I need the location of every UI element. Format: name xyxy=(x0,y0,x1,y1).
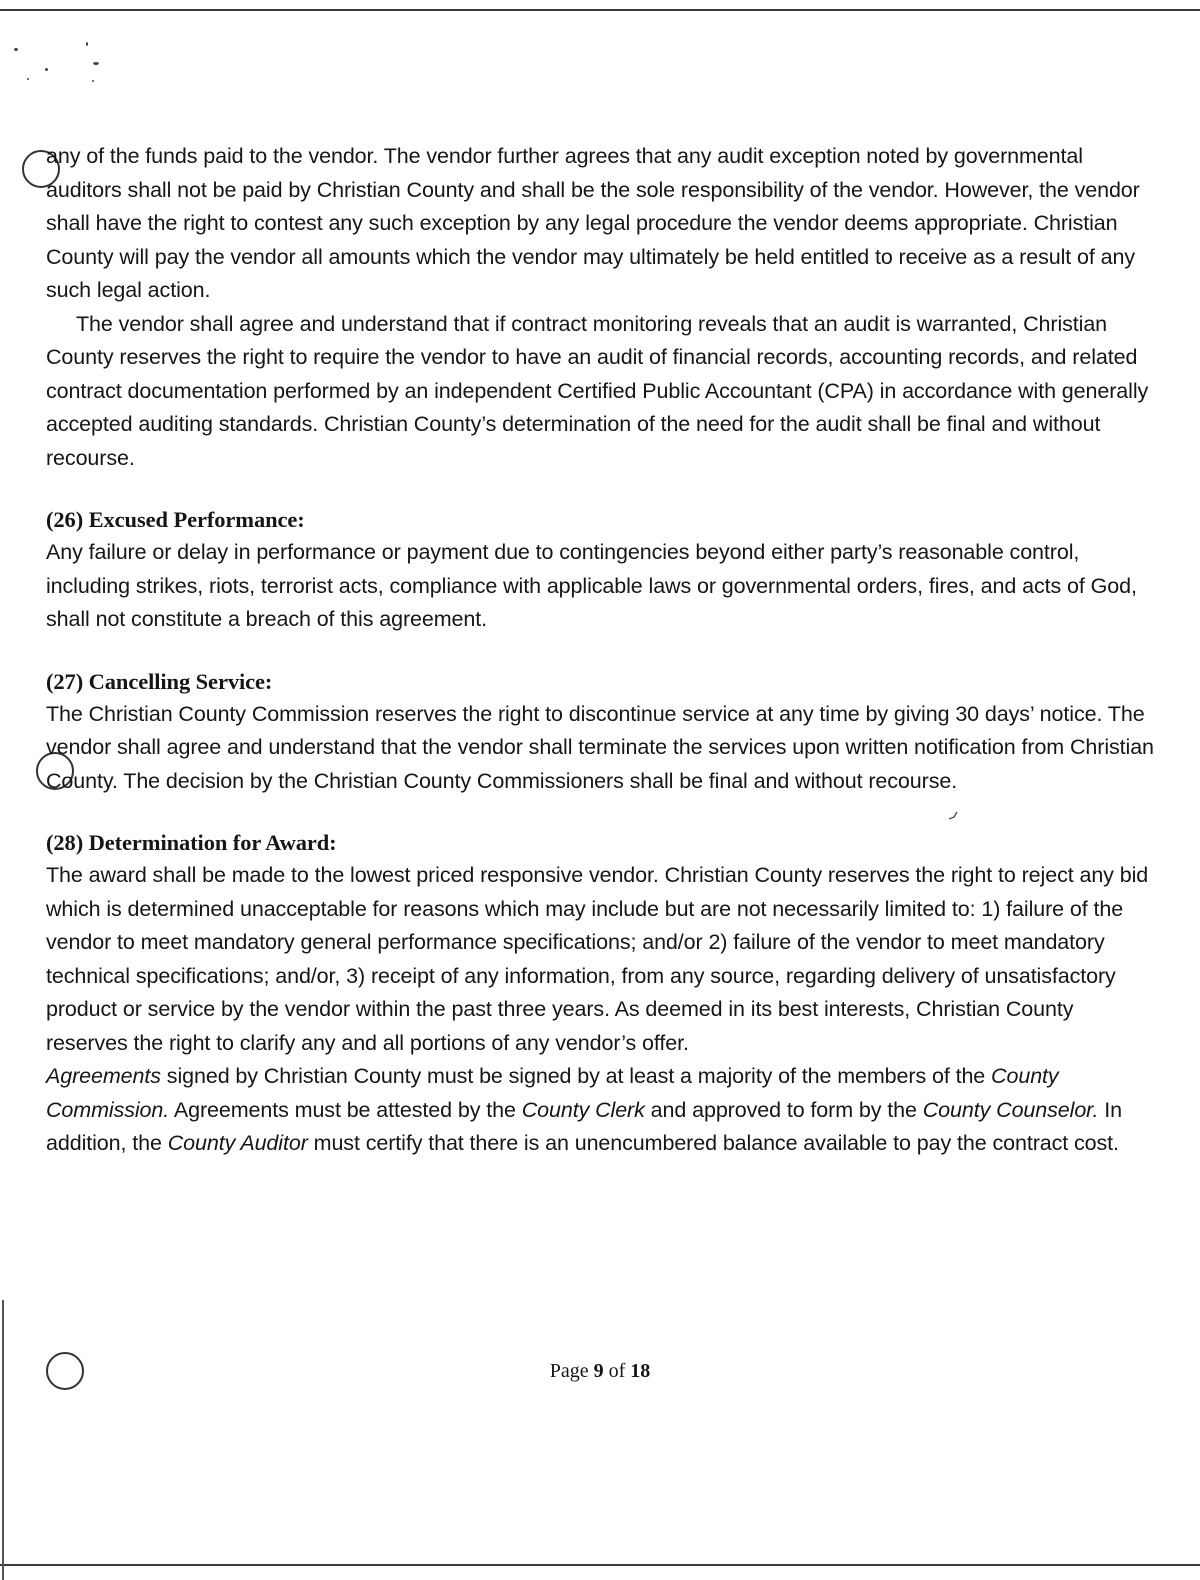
agreements-term: Agreements xyxy=(46,1064,161,1088)
section-heading: (26) Excused Performance: xyxy=(46,507,305,532)
agreements-text: In addition, the xyxy=(46,1097,1122,1155)
county-commission-term: County Commission. xyxy=(46,1064,1059,1122)
agreements-text: and approved to form by the xyxy=(644,1097,923,1122)
county-auditor-term: County Auditor xyxy=(167,1131,308,1155)
intro-paragraph-1: any of the funds paid to the vendor. The vendor further agrees that any audit exception noted by governmental auditors shall not be paid by Christian County and shall be the sole responsibility of the vendor. However, the vendor shall have the right to contest any such exception by any legal procedure the vendor deems appropriate. Christian County will pay the vendor all amounts which the vendor may ultimately be held entitled to receive as a result of any such legal action. xyxy=(46,144,1140,302)
document-body xyxy=(46,140,1156,1161)
bottom-border-line xyxy=(0,1564,1200,1566)
of-word: of xyxy=(608,1360,626,1382)
county-counselor-term: County Counselor. xyxy=(922,1097,1099,1122)
agreements-text: Agreements must be attested by the xyxy=(169,1097,522,1122)
agreements-paragraph xyxy=(46,1060,1156,1161)
section-body: The Christian County Commission reserves the right to discontinue service at any time by giving 30 days’ notice. The vendor shall agree and understand that the vendor shall terminate the services upon written notification from Christian County. The decision by the Christian County Commissioners shall be final and without recourse. xyxy=(46,701,1154,793)
agreements-text: must certify that there is an unencumbered balance available to pay the contract cost. xyxy=(307,1131,1119,1155)
top-border-line xyxy=(0,9,1200,11)
section-heading: (28) Determination for Award: xyxy=(46,830,337,855)
scan-edge-line xyxy=(2,1300,4,1580)
page-current: 9 xyxy=(593,1360,604,1382)
county-clerk-term: County Clerk xyxy=(521,1097,645,1122)
section-body: The award shall be made to the lowest priced responsive vendor. Christian County reserves the right to reject any bid which is determined unacceptable for reasons which may include but are not necessarily limited to: 1) failure of the vendor to meet mandatory general performance specifications; and/or 2) failure of the vendor to meet mandatory technical specifications; and/or, 3) receipt of any information, from any source, regarding delivery of unsatisfactory product or service by the vendor within the past three years. As deemed in its best interests, Christian County reserves the right to clarify any and all portions of any vendor’s offer. xyxy=(46,863,1149,1055)
section-heading: (27) Cancelling Service: xyxy=(46,668,273,694)
agreements-text: signed by Christian County must be signed by at least a majority of the members of the xyxy=(160,1064,992,1088)
page-word: Page xyxy=(549,1360,589,1382)
intro-paragraph-2: The vendor shall agree and understand that if contract monitoring reveals that an audit is warranted, Christian County reserves the right to require the vendor to have an audit of financial records, accounting records, and related contract documentation performed by an independent Certified Public Accountant (CPA) in accordance with generally accepted auditing standards. Christian County’s determination of the need for the audit shall be final and without recourse. xyxy=(46,311,1149,470)
section-27 xyxy=(46,665,1156,799)
section-26 xyxy=(46,503,1156,637)
page-footer xyxy=(0,1360,1200,1383)
section-28 xyxy=(46,826,1156,1161)
page-total: 18 xyxy=(630,1360,651,1382)
section-body: Any failure or delay in performance or payment due to contingencies beyond either party’s reasonable control, including strikes, riots, terrorist acts, compliance with applicable laws or governmental orders, fires, and acts of God, shall not constitute a breach of this agreement. xyxy=(46,540,1137,631)
